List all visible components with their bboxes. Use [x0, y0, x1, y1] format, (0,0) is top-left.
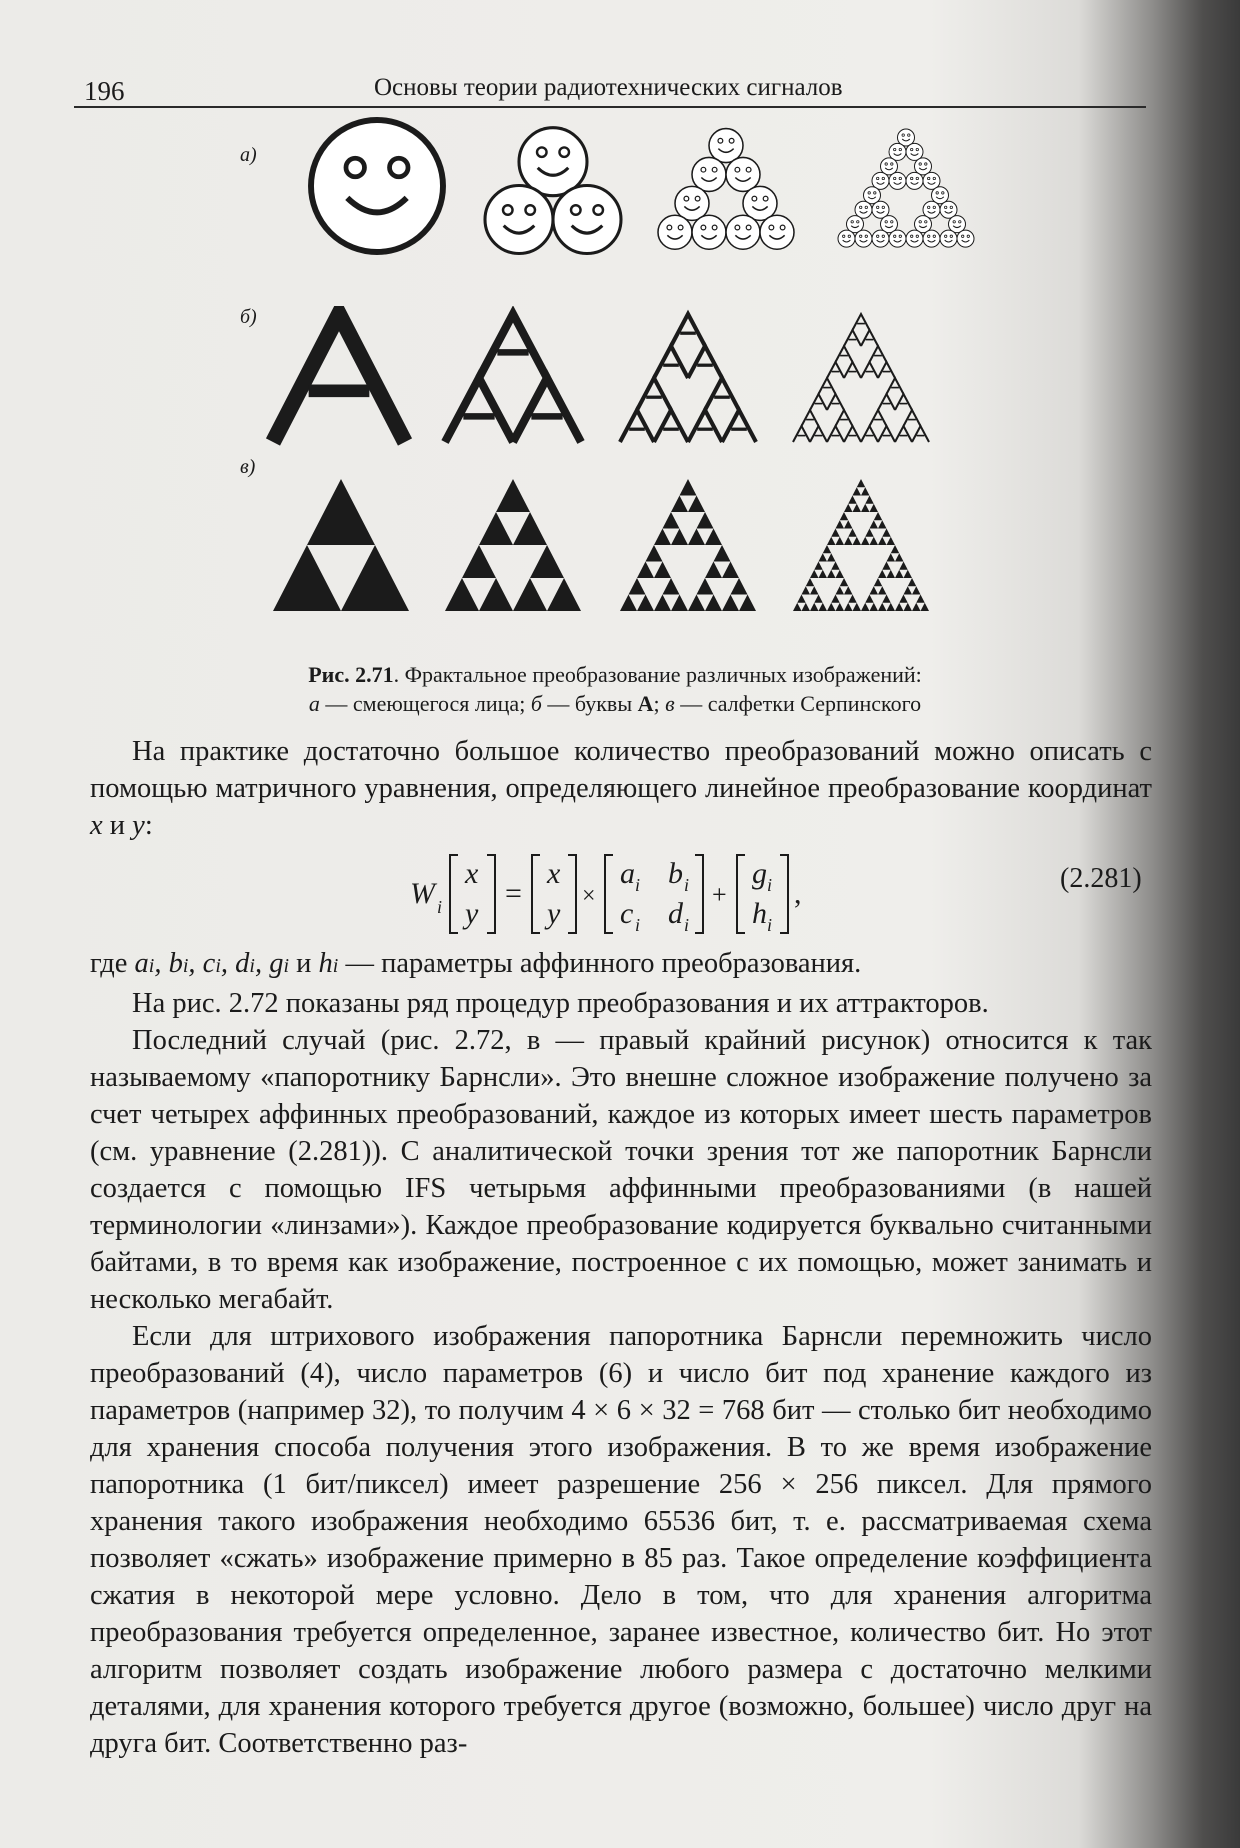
letter-a	[870, 346, 887, 362]
letter-a	[688, 346, 722, 378]
smiley-face	[838, 230, 855, 247]
caption-c-text: — салфетки Серпинского	[674, 691, 922, 716]
sierpinski-triangle	[865, 595, 874, 603]
sierpinski-triangle	[878, 586, 887, 594]
caption-number: Рис. 2.71	[308, 662, 394, 687]
sierpinski-triangle	[904, 570, 913, 578]
sierpinski-triangle	[899, 562, 908, 570]
smiley-face	[760, 215, 794, 249]
bracket	[568, 855, 576, 933]
sierpinski-triangle	[861, 603, 870, 611]
letter-a	[479, 314, 547, 378]
letter-a	[844, 426, 861, 442]
sierpinski-triangle	[654, 595, 671, 612]
sierpinski-triangle	[445, 578, 479, 611]
sierpinski-triangle	[904, 603, 913, 611]
sierpinski-triangle	[731, 578, 748, 595]
var-x: x	[90, 810, 103, 841]
sierpinski-triangle	[887, 570, 896, 578]
sierpinski-triangle	[620, 595, 637, 612]
sierpinski-triangle	[861, 537, 870, 545]
letter-a	[654, 346, 688, 378]
sierpinski-triangle	[802, 603, 811, 611]
sierpinski-triangle	[895, 553, 904, 561]
page-header	[74, 66, 1146, 108]
sierpinski-triangle	[870, 537, 879, 545]
sierpinski-triangle	[819, 603, 828, 611]
smiley-face	[940, 230, 957, 247]
sierpinski-triangle	[688, 529, 705, 546]
sierpinski-triangle	[874, 578, 883, 586]
letter-a	[836, 410, 853, 426]
sierpinski-triangle	[887, 553, 896, 561]
eq-b-i: i	[684, 875, 690, 895]
sierpinski-triangle	[848, 496, 857, 504]
figure-caption	[200, 660, 1030, 718]
eq-plus: +	[712, 880, 727, 909]
letter-a	[810, 394, 827, 410]
eq-g: g	[752, 857, 767, 890]
sierpinski-triangle	[874, 512, 883, 520]
letter-a	[810, 426, 827, 442]
sierpinski-triangle	[479, 578, 513, 611]
sierpinski-triangle	[912, 603, 921, 611]
sierpinski-triangle	[921, 603, 930, 611]
sierpinski-triangle	[688, 496, 705, 513]
running-title: Основы теории радиотехнических сигналов	[374, 74, 843, 101]
smiley-face	[889, 230, 906, 247]
sierpinski-triangle	[878, 603, 887, 611]
eq-h-i: i	[767, 915, 773, 935]
sierpinski-triangle	[848, 595, 857, 603]
eq-equals: =	[505, 877, 522, 910]
eq-c: c	[620, 897, 634, 930]
sierpinski-triangle	[899, 595, 908, 603]
sierpinski-triangle	[878, 570, 887, 578]
sierpinski-triangle	[865, 529, 874, 537]
letter-a	[705, 378, 739, 410]
smiley-face	[889, 172, 906, 189]
sierpinski-triangle	[865, 496, 874, 504]
eq-a-i: i	[635, 875, 641, 895]
sierpinski-triangle	[831, 529, 840, 537]
smiley-face	[923, 230, 940, 247]
letter-a	[870, 410, 887, 426]
sierpinski-triangle	[654, 529, 671, 546]
letter-a	[836, 346, 853, 362]
sierpinski-triangle	[671, 496, 688, 513]
sierpinski-triangle	[882, 529, 891, 537]
letter-a	[887, 378, 904, 394]
sierpinski-triangle	[637, 562, 654, 579]
sierpinski-triangle	[646, 545, 663, 562]
sierpinski-triangle	[844, 537, 853, 545]
sierpinski-triangle	[722, 562, 739, 579]
letter-a	[861, 426, 878, 442]
sierpinski-triangle	[827, 553, 836, 561]
letter-a	[620, 410, 654, 442]
sierpinski-triangle	[819, 553, 828, 561]
eq-x2: x	[547, 857, 561, 890]
row-label-a: а)	[240, 144, 257, 166]
colon: :	[144, 810, 153, 841]
sierpinski-triangle	[629, 578, 646, 595]
sierpinski-triangle	[887, 537, 896, 545]
letter-a	[273, 314, 405, 442]
sierpinski-triangle	[836, 570, 845, 578]
where-word: где	[90, 948, 135, 979]
eq-comma: ,	[794, 877, 802, 910]
eq-y1: y	[465, 897, 479, 930]
letter-a	[827, 362, 844, 378]
and-word: и	[102, 810, 133, 841]
sierpinski-triangle	[857, 479, 866, 487]
paragraph-4: Последний случай (рис. 2.72, в — правый крайний рисунок) относится к так называемому «папоротнику Барнсли». Это внешне сложное изображение получено за счет четырех аффинных преобразований, каждое из которых имеет шесть параметров (см. уравнение (2.281)). С аналитической точки зрения тот же папоротник Барнсли создается с помощью IFS четырьмя аффинными преобразованиями (в нашей терминологии «линзами»). Каждое преобразование кодируется буквально считанными байтами, в то время как изображение, построенное с их помощью, может занимать и несколько мегабайт.	[90, 1025, 1152, 1315]
sierpinski-triangle	[870, 586, 879, 594]
smiley-face	[906, 230, 923, 247]
sierpinski-triangle	[307, 479, 375, 545]
smiley-face	[855, 230, 872, 247]
caption-c-label: в	[665, 691, 675, 716]
sierpinski-triangle	[697, 512, 714, 529]
row-label-b: б)	[240, 306, 257, 328]
sierpinski-triangle	[714, 545, 731, 562]
sierpinski-triangle	[705, 595, 722, 612]
sierpinski-triangle	[831, 595, 840, 603]
paragraph-3: На рис. 2.72 показаны ряд процедур преобразования и их аттракторов.	[132, 988, 989, 1019]
smiley-face	[906, 172, 923, 189]
sierpinski-triangle	[861, 504, 870, 512]
letter-a	[853, 314, 870, 330]
figure-2-71	[230, 116, 1010, 636]
letter-a	[513, 378, 581, 442]
sierpinski-triangle	[836, 603, 845, 611]
sierpinski-triangle	[853, 537, 862, 545]
letter-a	[819, 378, 836, 394]
letter-a	[861, 362, 878, 378]
sierpinski-triangle	[688, 595, 705, 612]
sierpinski-triangle	[814, 595, 823, 603]
smiley-face	[957, 230, 974, 247]
eq-a: a	[620, 857, 635, 890]
letter-a	[793, 426, 810, 442]
smiley-face	[485, 186, 553, 254]
letter-a	[895, 394, 912, 410]
sierpinski-triangle	[705, 562, 722, 579]
sierpinski-triangle	[663, 578, 680, 595]
sierpinski-triangle	[341, 545, 409, 611]
sierpinski-triangle	[836, 586, 845, 594]
letter-a	[827, 394, 844, 410]
sierpinski-triangle	[908, 578, 917, 586]
var-y: y	[132, 810, 145, 841]
eq-b: b	[668, 857, 683, 890]
sierpinski-triangle	[722, 595, 739, 612]
sierpinski-triangle	[870, 603, 879, 611]
sierpinski-triangle	[671, 529, 688, 546]
sierpinski-triangle	[827, 603, 836, 611]
sierpinski-triangle	[513, 512, 547, 545]
sierpinski-triangle	[810, 570, 819, 578]
sierpinski-triangle	[861, 487, 870, 495]
sierpinski-triangle	[802, 586, 811, 594]
paragraph-1	[90, 733, 1152, 844]
sierpinski-triangle	[797, 595, 806, 603]
smiley-face	[658, 215, 692, 249]
letter-a	[861, 330, 878, 346]
eq-W: W	[410, 877, 435, 910]
sierpinski-triangle	[273, 545, 341, 611]
letter-a	[895, 426, 912, 442]
equation-2-281	[410, 843, 950, 943]
letter-a	[671, 314, 705, 346]
sierpinski-triangle	[895, 603, 904, 611]
sierpinski-triangle	[844, 586, 853, 594]
sierpinski-triangle	[870, 504, 879, 512]
sierpinski-triangle	[547, 578, 581, 611]
row-label-c: в)	[240, 456, 256, 478]
sierpinski-triangle	[513, 578, 547, 611]
letter-a	[654, 410, 688, 442]
bracket	[737, 855, 745, 933]
smiley-face	[692, 215, 726, 249]
sierpinski-triangle	[827, 537, 836, 545]
caption-b-label: б	[530, 691, 542, 716]
paragraph-2-text: — параметры аффинного преобразования.	[338, 948, 862, 979]
sierpinski-triangle	[844, 603, 853, 611]
sierpinski-triangle	[853, 603, 862, 611]
letter-a	[878, 426, 895, 442]
sierpinski-triangle	[912, 586, 921, 594]
letter-a	[878, 394, 895, 410]
bracket	[605, 855, 613, 933]
sierpinski-triangle	[878, 537, 887, 545]
sierpinski-triangle	[887, 603, 896, 611]
sierpinski-triangle	[882, 562, 891, 570]
sierpinski-triangle	[680, 479, 697, 496]
sierpinski-triangle	[462, 545, 496, 578]
bracket	[450, 855, 458, 933]
sierpinski-triangle	[810, 586, 819, 594]
smiley-face	[553, 186, 621, 254]
letter-a	[802, 410, 819, 426]
letter-a	[844, 330, 861, 346]
caption-a-text: — смеющегося лица;	[319, 691, 531, 716]
sierpinski-triangle	[496, 479, 530, 512]
sierpinski-triangle	[479, 512, 513, 545]
sierpinski-triangle	[530, 545, 564, 578]
caption-b-sep: ;	[653, 691, 666, 716]
sierpinski-triangle	[916, 595, 925, 603]
eq-i: i	[437, 897, 443, 917]
sierpinski-triangle	[844, 504, 853, 512]
letter-a	[722, 410, 756, 442]
eq-h: h	[752, 897, 767, 930]
eq-y2: y	[547, 897, 561, 930]
bracket	[532, 855, 540, 933]
bracket	[695, 855, 703, 933]
letter-a	[878, 362, 895, 378]
sierpinski-triangle	[814, 562, 823, 570]
sierpinski-triangle	[840, 512, 849, 520]
sierpinski-triangle	[840, 578, 849, 586]
page-number: 196	[84, 76, 125, 106]
smiley-fractal-row	[295, 116, 1000, 271]
eq-x1: x	[465, 857, 479, 890]
caption-a-label: а	[308, 691, 320, 716]
letter-a	[445, 378, 513, 442]
sierpinski-triangle	[836, 520, 845, 528]
sierpinski-triangle	[827, 570, 836, 578]
sierpinski-triangle	[819, 570, 828, 578]
caption-b-letter: А	[637, 691, 654, 716]
eq-d: d	[668, 897, 683, 930]
eq-times: ×	[582, 883, 596, 909]
sierpinski-triangle	[739, 595, 756, 612]
letter-a	[844, 362, 861, 378]
eq-d-i: i	[684, 915, 690, 935]
sierpinski-row	[265, 471, 985, 621]
letter-a	[637, 378, 671, 410]
sierpinski-triangle	[705, 529, 722, 546]
sierpinski-triangle	[844, 520, 853, 528]
eq-g-i: i	[767, 875, 773, 895]
sierpinski-triangle	[831, 562, 840, 570]
equation-number: (2.281)	[1060, 863, 1142, 894]
smiley-face	[872, 230, 889, 247]
sierpinski-triangle	[793, 603, 802, 611]
bracket	[780, 855, 788, 933]
sierpinski-triangle	[904, 586, 913, 594]
sierpinski-triangle	[870, 520, 879, 528]
eq-c-i: i	[635, 915, 641, 935]
paragraph-1-text: На практике достаточно большое количество преобразований можно описать с помощью матричного уравнения, определяющего линейное преобразование координат	[90, 736, 1152, 804]
sierpinski-triangle	[895, 570, 904, 578]
paragraph-2: где ai, bi, ci, di, gi и hi — параметры аффинного преобразования. На рис. 2.72 показаны ряд процедур преобразования и их аттракторов. Последний случай (рис. 2.72, в — правый крайний рисунок) относится к так называемому «папоротнику Барнсли». Это внешне сложное изображение получено за счет четырех аффинных преобразований, каждое из которых имеет шесть параметров (см. уравнение (2.281)). С аналитической точки зрения тот же папоротник Барнсли создается с помощью IFS четырьмя аффинными преобразованиями (в нашей терминологии «линзами»). Каждое преобразование кодируется буквально считанными байтами, в то время как изображение, построенное с их помощью, может занимать и несколько мегабайт. Если для штрихового изображения папоротника Барнсли перемножить число преобразований (4), число параметров (6) и число бит под хранение каждого из параметров (например 32), то получим 4 × 6 × 32 = 768 бит — столько бит необходимо для хранения способа получения этого изображения. В то же время изображение папоротника (1 бит/пиксел) имеет разрешение 256 × 256 пиксел. Для прямого хранения такого изображения необходимо 65536 бит, т. е. рассматриваемая схема позволяет «сжать» изображение примерно в 85 раз. Такое определение коэффициента сжатия в некоторой мере условно. Дело в том, что для хранения алгоритма преобразования требуется определенное, заранее известное, количество бит. Но этот алгоритм позволяет создать изображение любого размера с достаточно мелкими деталями, для хранения которого требуется другое (возможно, большее) число друг на друга бит. Соответственно раз-	[90, 945, 1152, 1762]
sierpinski-triangle	[810, 603, 819, 611]
sierpinski-triangle	[637, 595, 654, 612]
letter-a-fractal-row	[265, 306, 985, 451]
sierpinski-triangle	[697, 578, 714, 595]
sierpinski-triangle	[836, 537, 845, 545]
sierpinski-triangle	[654, 562, 671, 579]
sierpinski-triangle	[848, 529, 857, 537]
sierpinski-triangle	[806, 578, 815, 586]
sierpinski-triangle	[891, 545, 900, 553]
sierpinski-triangle	[823, 545, 832, 553]
params-first: a	[134, 948, 149, 979]
smiley-face	[726, 215, 760, 249]
paragraph-5: Если для штрихового изображения папоротника Барнсли перемножить число преобразований (4), число параметров (6) и число бит под хранение каждого из параметров (например 32), то получим 4 × 6 × 32 = 768 бит — столько бит необходимо для хранения способа получения этого изображения. В то же время изображение папоротника (1 бит/пиксел) имеет разрешение 256 × 256 пиксел. Для прямого хранения такого изображения необходимо 65536 бит, т. е. рассматриваемая схема позволяет «сжать» изображение примерно в 85 раз. Такое определение коэффициента сжатия в некоторой мере условно. Дело в том, что для хранения алгоритма преобразования требуется определенное, заранее известное, количество бит. Но этот алгоритм позволяет создать изображение любого размера с достаточно мелкими деталями, для хранения которого требуется другое (возможно, большее) число друг на друга бит. Соответственно раз-	[90, 1321, 1152, 1759]
bracket	[487, 855, 495, 933]
letter-a	[904, 410, 921, 426]
caption-b-text: — буквы	[541, 691, 638, 716]
sierpinski-triangle	[853, 504, 862, 512]
sierpinski-triangle	[853, 487, 862, 495]
smiley-face	[311, 120, 443, 252]
letter-a	[688, 410, 722, 442]
sierpinski-triangle	[663, 512, 680, 529]
letter-a	[827, 426, 844, 442]
sierpinski-triangle	[671, 595, 688, 612]
sierpinski-triangle	[882, 595, 891, 603]
sierpinski-triangle	[878, 520, 887, 528]
letter-a	[912, 426, 929, 442]
caption-title: . Фрактальное преобразование различных изображений:	[393, 662, 922, 687]
